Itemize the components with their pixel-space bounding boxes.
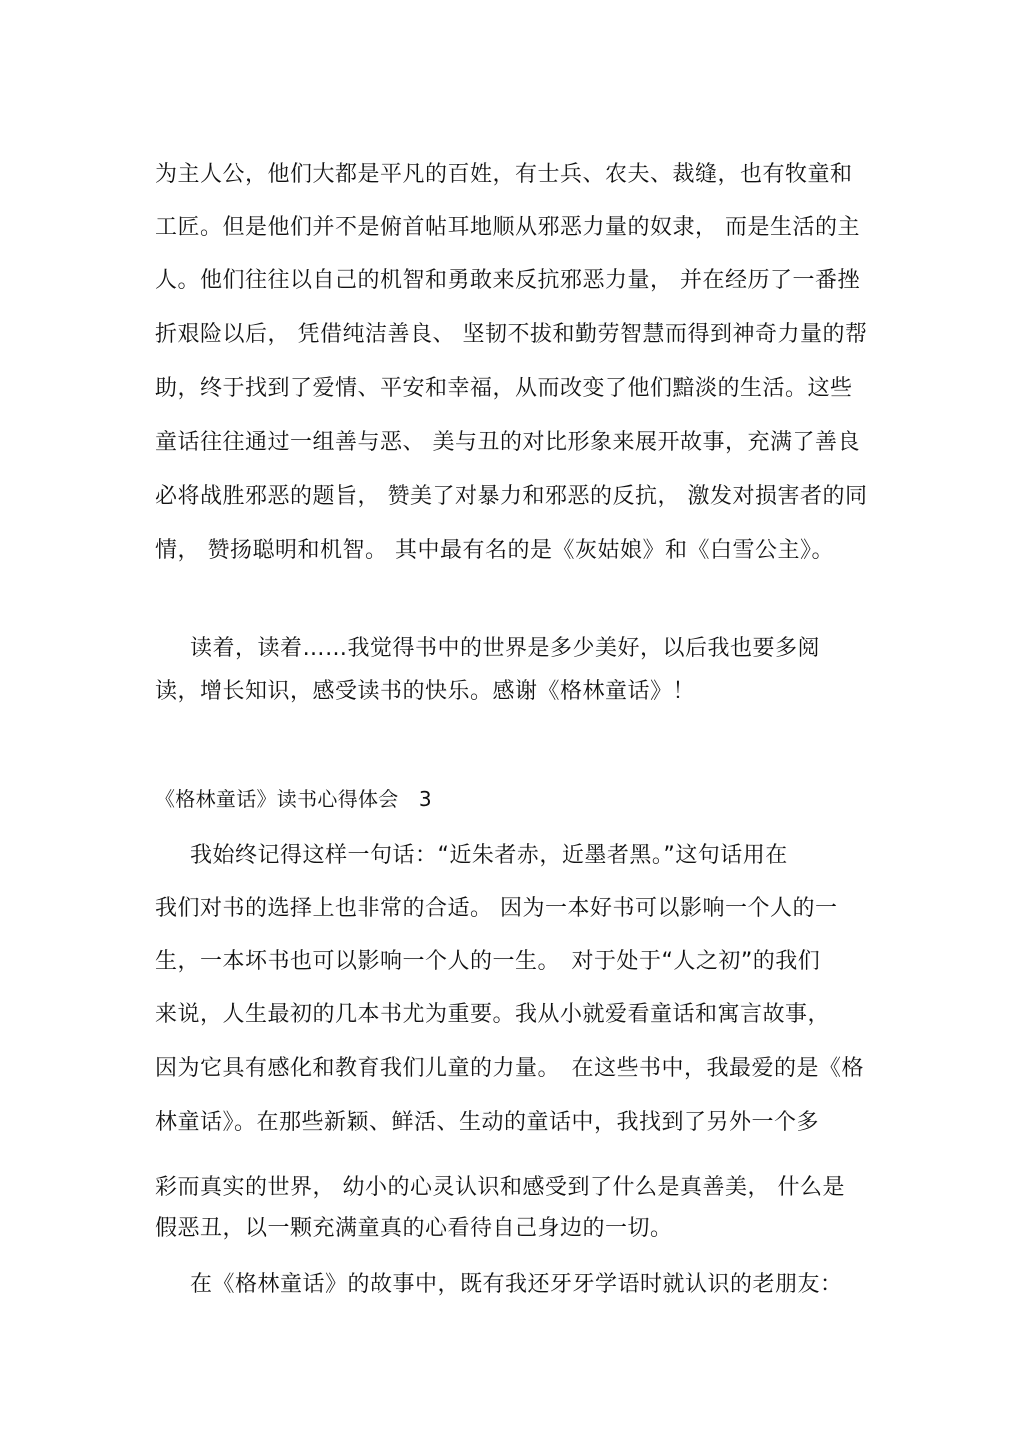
text-line: 工匠。但是他们并不是俯首帖耳地顺从邪恶力量的奴隶， 而是生活的主 bbox=[155, 215, 860, 240]
text-line: 读着，读着……我觉得书中的世界是多少美好，以后我也要多阅 bbox=[190, 636, 821, 661]
text-line: 童话往往通过一组善与恶、 美与丑的对比形象来展开故事，充满了善良 bbox=[155, 430, 860, 455]
text-line: 为主人公，他们大都是平凡的百姓，有士兵、农夫、裁缝，也有牧童和 bbox=[155, 162, 853, 187]
text-line: 假恶丑，以一颗充满童真的心看待自己身边的一切。 bbox=[155, 1216, 673, 1241]
text-line: 情， 赞扬聪明和机智。 其中最有名的是《灰姑娘》和《白雪公主》。 bbox=[155, 538, 834, 563]
section-heading: 《格林童话》读书心得体会 3 bbox=[155, 787, 432, 811]
text-line: 人。他们往往以自己的机智和勇敢来反抗邪恶力量， 并在经历了一番挫 bbox=[155, 268, 860, 293]
text-line: 我始终记得这样一句话：“近朱者赤，近墨者黑。”这句话用在 bbox=[190, 843, 788, 868]
text-line: 来说，人生最初的几本书尤为重要。我从小就爱看童话和寓言故事， bbox=[155, 1002, 831, 1027]
text-line: 折艰险以后， 凭借纯洁善良、 坚韧不拔和勤劳智慧而得到神奇力量的帮 bbox=[155, 322, 868, 347]
text-line: 林童话》。在那些新颖、鲜活、生动的童话中，我找到了另外一个多 bbox=[155, 1110, 820, 1135]
text-line: 在《格林童话》的故事中，既有我还牙牙学语时就认识的老朋友： bbox=[190, 1272, 843, 1297]
text-line: 我们对书的选择上也非常的合适。 因为一本好书可以影响一个人的一 bbox=[155, 896, 838, 921]
text-line: 因为它具有感化和教育我们儿童的力量。 在这些书中，我最爱的是《格 bbox=[155, 1056, 865, 1081]
text-line: 必将战胜邪恶的题旨， 赞美了对暴力和邪恶的反抗， 激发对损害者的同 bbox=[155, 484, 868, 509]
text-line: 彩而真实的世界， 幼小的心灵认识和感受到了什么是真善美， 什么是 bbox=[155, 1175, 845, 1200]
text-line: 生，一本坏书也可以影响一个人的一生。 对于处于“人之初”的我们 bbox=[155, 949, 821, 974]
text-line: 读，增长知识，感受读书的快乐。感谢《格林童话》！ bbox=[155, 679, 696, 704]
text-line: 助，终于找到了爱情、平安和幸福，从而改变了他们黯淡的生活。这些 bbox=[155, 376, 853, 401]
